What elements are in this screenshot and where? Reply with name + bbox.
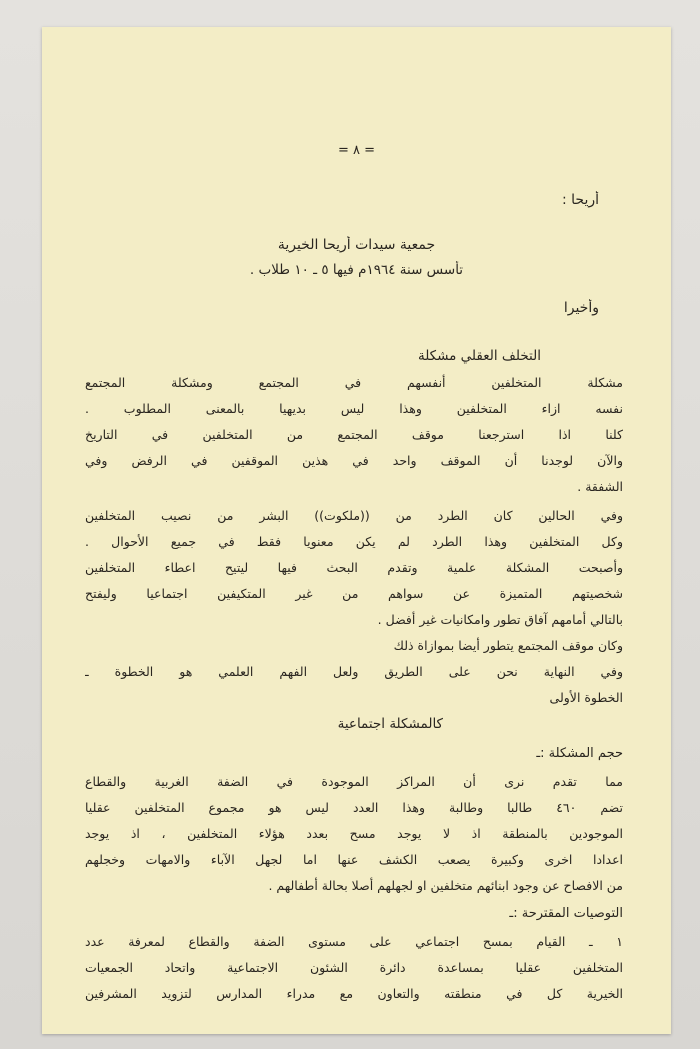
location-heading: أريحا : [561,192,599,208]
size-heading: حجم المشكلة :ـ [536,746,623,761]
paragraph-line: الخطوة الأولى [549,690,623,705]
paragraph-line: والآن لوجدنا أن الموقف واحد في هذين الموقفين في الرفض وفي [85,453,623,468]
paragraph-line: نفسه ازاء المتخلفين وهذا ليس بديهيا بالمعنى المطلوب . [85,401,623,416]
paragraph-line: بالتالي أمامهم آفاق تطور وامكانيات غير أفضل . [377,612,623,627]
document-page [42,27,671,1034]
paragraph-line: مشكلة المتخلفين أنفسهم في المجتمع ومشكلة المجتمع [85,375,623,390]
social-heading: كالمشكلة اجتماعية [337,716,443,732]
document-body [42,27,671,1034]
recommendation-line: الخيرية كل في منطقته والتعاون مع مدراء المدارس لتزويد المشرفين [85,986,623,1001]
problem-title: التخلف العقلي مشكلة [417,348,541,364]
paragraph-line: من الافصاح عن وجود ابنائهم متخلفين او لجهلهم أصلا بحالة أطفالهم . [268,878,623,893]
society-name: جمعية سيدات أريحا الخيرية [277,237,436,253]
paragraph-line: شخصيتهم المتميزة عن سواهم من غير المتكيفين اجتماعيا وليفتح [85,586,623,601]
paragraph-line: كلنا اذا استرجعنا موقف المجتمع من المتخلفين في التاريخ [85,427,623,442]
recommendation-line: ١ ـ القيام بمسح اجتماعي على مستوى الضفة والقطاع لمعرفة عدد [85,934,623,949]
paragraph-line: وفي الحالين كان الطرد من ((ملكوت)) البشر من نصيب المتخلفين [85,508,623,523]
paragraph-line: الشفقة . [577,479,623,494]
paragraph-line: وكان موقف المجتمع يتطور أيضا بموازاة ذلك [393,638,623,653]
recommendations-heading: التوصيات المقترحة :ـ [509,906,623,921]
society-founded: تأسس سنة ١٩٦٤م فيها ٥ ـ ١٠ طلاب . [249,262,464,278]
paragraph-line: وفي النهاية نحن على الطريق ولعل الفهم العلمي هو الخطوة ـ [85,664,623,679]
finally-heading: وأخيرا [563,300,599,316]
paragraph-line: وكل المتخلفين وهذا الطرد لم يكن معنويا فقط في جميع الأحوال . [85,534,623,549]
page-number: = ٨ = [337,143,376,158]
recommendation-line: المتخلفين عقليا بمساعدة دائرة الشئون الاجتماعية واتحاد الجمعيات [85,960,623,975]
paragraph-line: مما تقدم نرى أن المراكز الموجودة في الضفة الغربية والقطاع [85,774,623,789]
paragraph-line: تضم ٤٦٠ طالبا وطالبة وهذا العدد ليس هو مجموع المتخلفين عقليا [85,800,623,815]
paragraph-line: وأصبحت المشكلة علمية وتقدم البحث فيها ليتيح اعطاء المتخلفين [85,560,623,575]
paragraph-line: اعدادا اخرى وكبيرة يصعب الكشف عنها اما لجهل الآباء والامهات وخجلهم [85,852,623,867]
paragraph-line: الموجودين بالمنطقة اذ لا يوجد مسح بعدد هؤلاء المتخلفين ، اذ يوجد [85,826,623,841]
